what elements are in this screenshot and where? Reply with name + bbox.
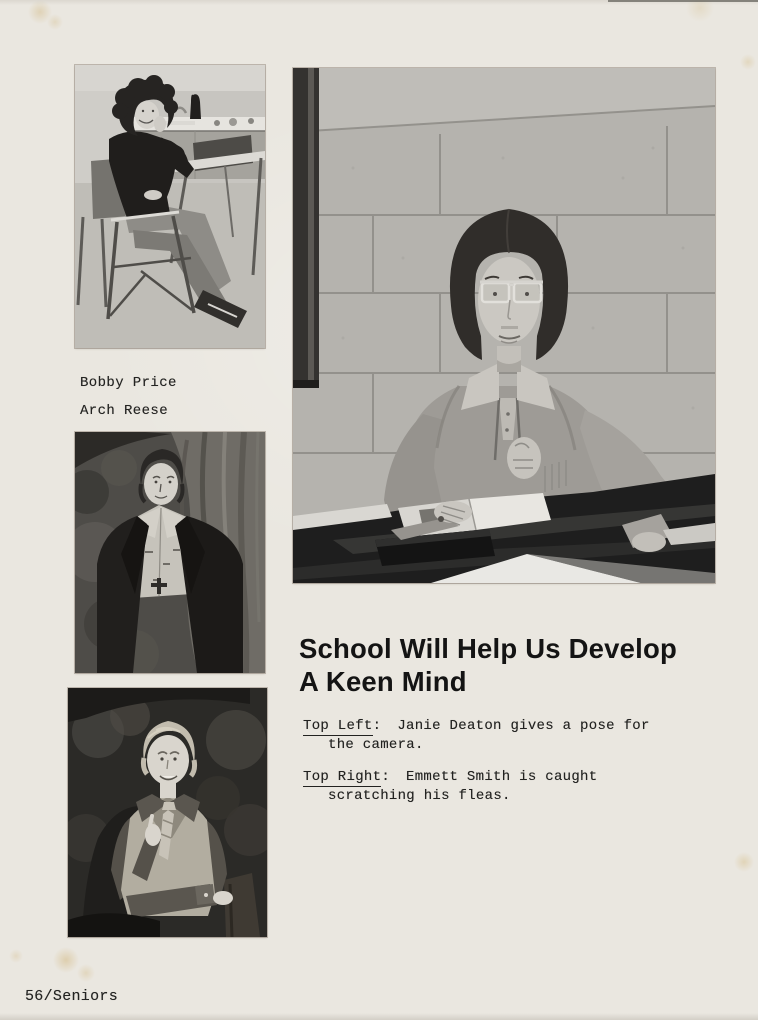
names-list bbox=[80, 375, 177, 431]
page-heading bbox=[299, 633, 739, 698]
name-bobby-price: Bobby Price bbox=[80, 375, 177, 391]
photo-top-right-image bbox=[293, 68, 715, 583]
name-arch-reese: Arch Reese bbox=[80, 403, 169, 419]
caption-top-right-colon: : bbox=[381, 769, 391, 785]
caption-top-right-line-1 bbox=[303, 768, 597, 787]
photo-middle-left-portrait bbox=[75, 432, 265, 673]
photo-bottom-left-image bbox=[68, 688, 267, 937]
page-heading-line-2: A Keen Mind bbox=[299, 665, 467, 697]
page-number: 56/Seniors bbox=[25, 988, 119, 1005]
caption-top-left bbox=[303, 717, 650, 754]
caption-top-left-text: Janie Deaton gives a pose for bbox=[397, 718, 650, 734]
caption-top-right bbox=[303, 768, 597, 805]
photo-bottom-left-portrait bbox=[68, 688, 267, 937]
caption-top-left-line-1 bbox=[303, 717, 650, 736]
photo-top-left-janie-deaton bbox=[75, 65, 265, 348]
photo-top-left-image bbox=[75, 65, 265, 348]
caption-top-right-text: Emmett Smith is caught bbox=[406, 769, 598, 785]
caption-top-right-label: Top Right bbox=[303, 769, 382, 785]
photo-top-right-emmett-smith bbox=[293, 68, 715, 583]
caption-top-left-line-2: the camera. bbox=[328, 736, 424, 753]
caption-top-left-colon: : bbox=[372, 718, 382, 734]
scan-edge-artifact bbox=[608, 0, 758, 2]
caption-top-right-line-2: scratching his fleas. bbox=[328, 787, 511, 804]
photo-middle-left-image bbox=[75, 432, 265, 673]
page-heading-line-1: School Will Help Us Develop bbox=[299, 633, 677, 664]
wall-frame bbox=[293, 68, 319, 388]
caption-top-left-label: Top Left bbox=[303, 718, 373, 734]
